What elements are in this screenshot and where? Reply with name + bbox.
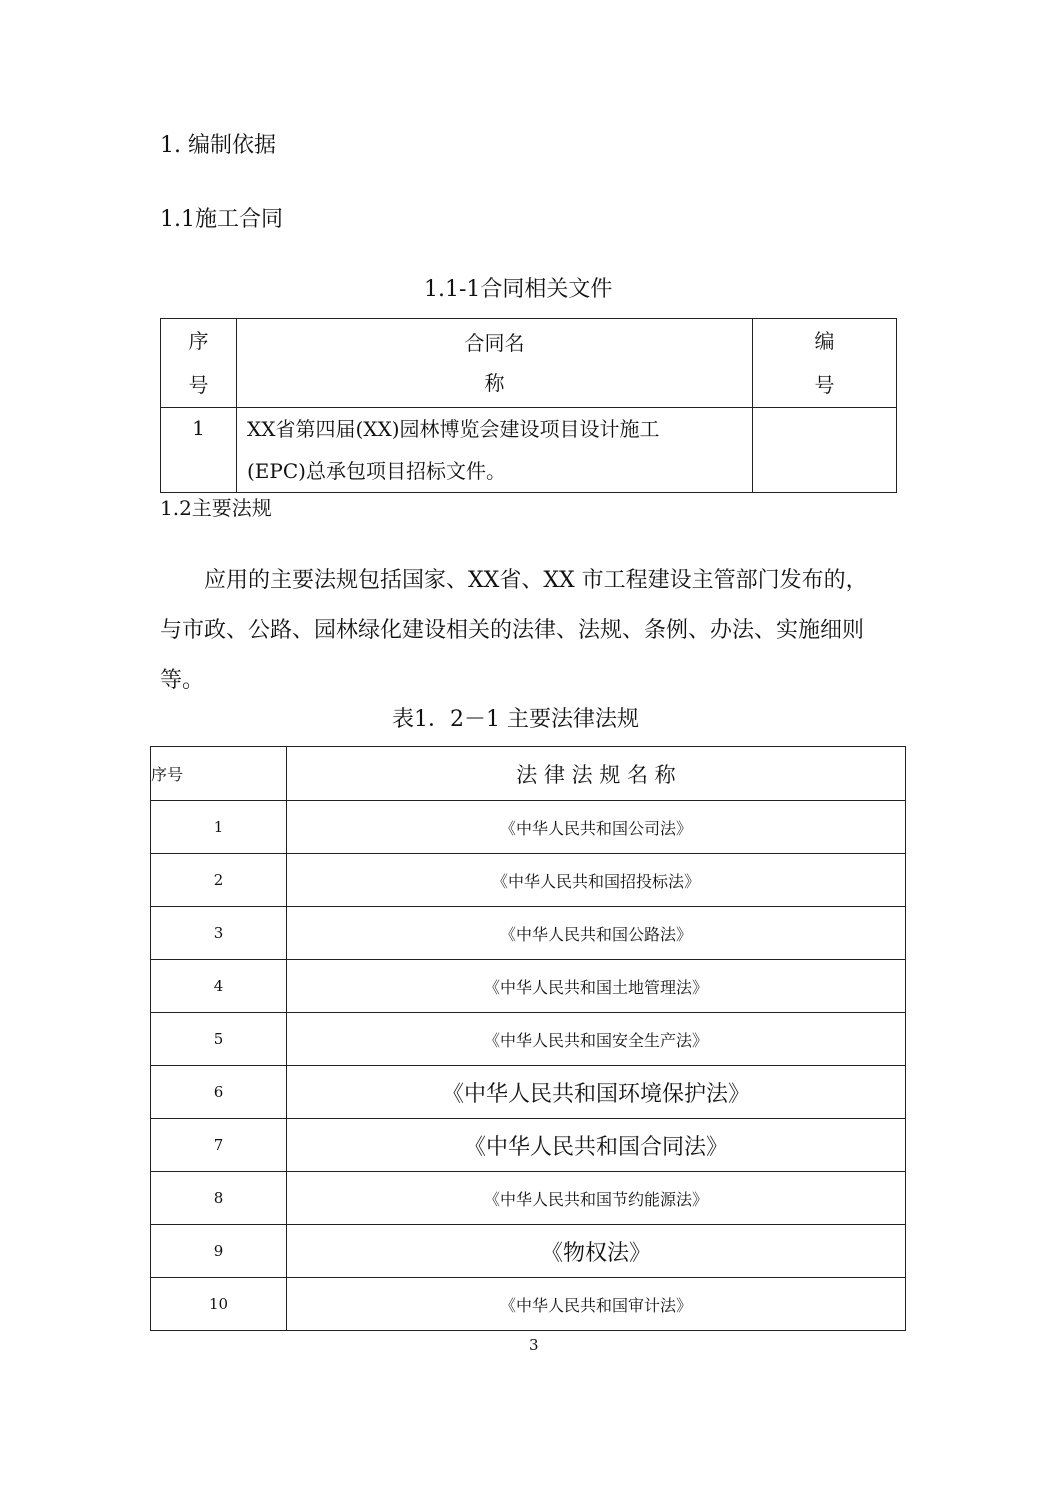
table2-caption: 表1．2－1 主要法律法规	[392, 707, 639, 732]
cell-no: 9	[151, 1225, 287, 1278]
header-name	[237, 319, 753, 408]
header-text: 序	[188, 329, 209, 353]
table-row	[151, 854, 906, 907]
header-name: 法 律 法 规 名 称	[287, 747, 906, 801]
cell-no: 7	[151, 1119, 287, 1172]
table-header-row	[151, 747, 906, 801]
header-no	[161, 319, 237, 408]
body-paragraph	[160, 556, 880, 706]
table-row	[151, 1278, 906, 1331]
cell-no: 6	[151, 1066, 287, 1119]
heading-1-2: 1.2主要法规	[160, 496, 272, 520]
cell-text: XX省第四届(XX)园林博览会建设项目设计施工	[247, 417, 660, 441]
table-row	[151, 801, 906, 854]
header-text: 称	[484, 371, 505, 395]
page-number: 3	[529, 1336, 539, 1354]
table-row	[151, 907, 906, 960]
heading-1: 1. 编制依据	[160, 133, 276, 158]
header-text: 合同名	[464, 331, 525, 355]
header-text: 号	[814, 373, 835, 397]
paragraph-text: 应用的主要法规包括国家、XX省、XX 市工程建设主管部门发布的，与市政、公路、园林绿化建设相关的法律、法规、条例、办法、实施细则等。	[160, 568, 868, 693]
table-header-row	[161, 319, 897, 408]
table-row	[151, 1172, 906, 1225]
cell-law-name: 《中华人民共和国公司法》	[287, 801, 906, 854]
cell-code	[753, 408, 897, 493]
table-row	[151, 960, 906, 1013]
cell-no: 4	[151, 960, 287, 1013]
cell-law-name: 《中华人民共和国安全生产法》	[287, 1013, 906, 1066]
cell-no: 3	[151, 907, 287, 960]
table-row	[151, 1119, 906, 1172]
cell-law-name: 《中华人民共和国审计法》	[287, 1278, 906, 1331]
cell-no: 1	[161, 408, 237, 493]
cell-law-name: 《中华人民共和国节约能源法》	[287, 1172, 906, 1225]
cell-law-name: 《中华人民共和国土地管理法》	[287, 960, 906, 1013]
table1-caption: 1.1-1合同相关文件	[424, 277, 613, 302]
cell-law-name: 《中华人民共和国公路法》	[287, 907, 906, 960]
cell-no: 10	[151, 1278, 287, 1331]
contract-documents-table	[160, 318, 897, 493]
header-text: 号	[188, 373, 209, 397]
table-row	[151, 1225, 906, 1278]
table-row	[151, 1066, 906, 1119]
cell-text: (EPC)总承包项目招标文件。	[247, 459, 506, 483]
heading-1-1: 1.1施工合同	[160, 207, 283, 232]
cell-no: 8	[151, 1172, 287, 1225]
cell-no: 5	[151, 1013, 287, 1066]
table-row	[151, 1013, 906, 1066]
cell-no: 2	[151, 854, 287, 907]
header-text: 编	[814, 329, 835, 353]
cell-law-name: 《物权法》	[287, 1225, 906, 1278]
cell-law-name: 《中华人民共和国招投标法》	[287, 854, 906, 907]
cell-law-name: 《中华人民共和国合同法》	[287, 1119, 906, 1172]
laws-regulations-table	[150, 746, 906, 1331]
cell-name	[237, 408, 753, 493]
table-row	[161, 408, 897, 493]
cell-law-name: 《中华人民共和国环境保护法》	[287, 1066, 906, 1119]
header-no: 序号	[151, 747, 287, 801]
header-code	[753, 319, 897, 408]
cell-no: 1	[151, 801, 287, 854]
